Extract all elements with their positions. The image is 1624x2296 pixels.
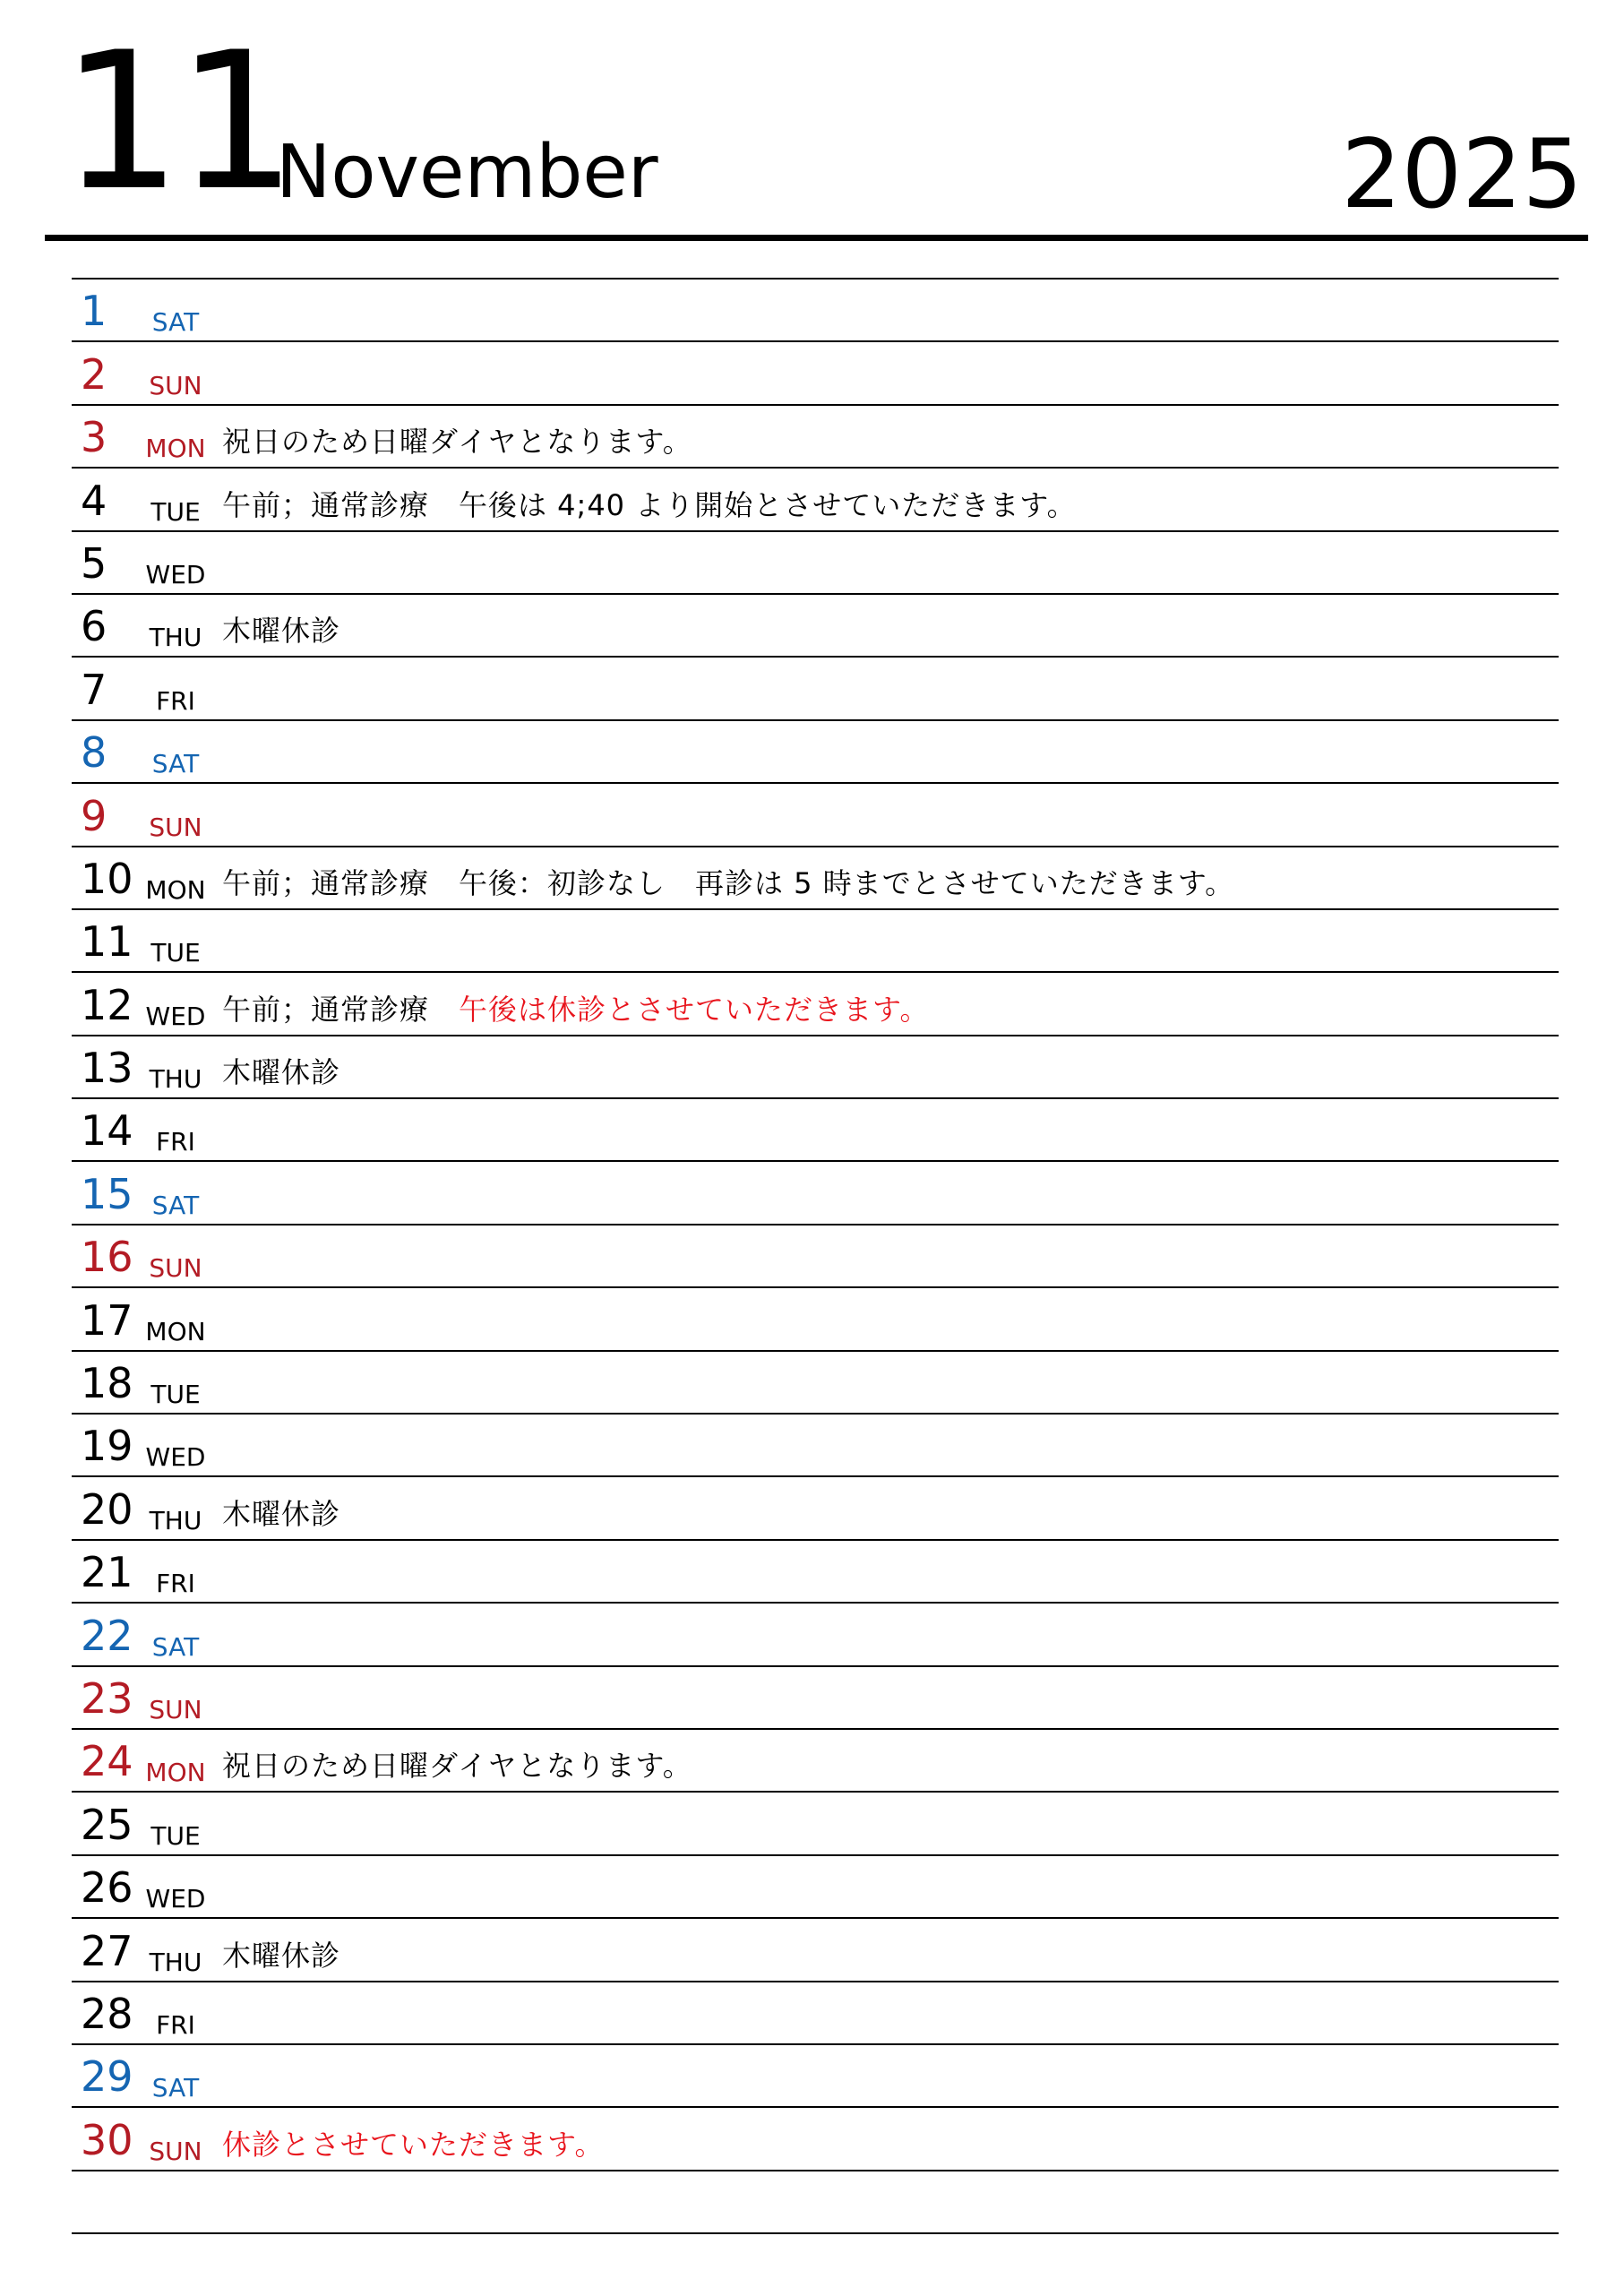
day-note: [222, 1939, 340, 1972]
day-note: [222, 615, 340, 647]
month-number: 11: [61, 11, 292, 232]
calendar-header: [0, 0, 1624, 251]
day-number: 1: [81, 287, 107, 336]
year: 2025: [1341, 119, 1583, 229]
day-note: [222, 993, 929, 1026]
day-row: [72, 847, 1559, 910]
day-number: 22: [81, 1611, 133, 1660]
day-of-week: MON: [145, 874, 206, 905]
day-number: 20: [81, 1484, 133, 1534]
day-row: [72, 469, 1559, 531]
day-row: [72, 1099, 1559, 1162]
day-number: 28: [81, 1989, 133, 2038]
day-of-week: WED: [145, 1442, 206, 1473]
day-of-week: WED: [145, 1001, 206, 1031]
day-of-week: SUN: [149, 1694, 202, 1724]
day-of-week: THU: [149, 623, 202, 653]
blank-row: [72, 2171, 1559, 2234]
day-number: 21: [81, 1548, 133, 1597]
day-number: 2: [81, 349, 107, 399]
day-of-week: FRI: [156, 1127, 195, 1157]
day-note: [222, 1750, 692, 1782]
day-row: [72, 784, 1559, 847]
note-text-closed: 休診とさせていただきます。: [222, 2127, 605, 2162]
day-of-week: TUE: [150, 496, 201, 527]
day-number: 14: [81, 1106, 133, 1156]
day-number: 25: [81, 1800, 133, 1849]
day-row: [72, 1982, 1559, 2045]
note-text: 祝日のため日曜ダイヤとなります。: [222, 1749, 692, 1784]
day-of-week: FRI: [156, 1569, 195, 1599]
day-row: [72, 1352, 1559, 1415]
day-number: 16: [81, 1233, 133, 1282]
day-row: [72, 1225, 1559, 1288]
day-number: 9: [81, 791, 107, 840]
day-of-week: FRI: [156, 2009, 195, 2040]
note-text: 午前；通常診療: [222, 992, 460, 1027]
day-of-week: MON: [145, 434, 206, 464]
day-note: [222, 489, 1077, 521]
note-text: 祝日のため日曜ダイヤとなります。: [222, 425, 692, 460]
day-row: [72, 1730, 1559, 1793]
day-of-week: THU: [149, 1505, 202, 1535]
day-of-week: TUE: [150, 1380, 201, 1410]
day-of-week: SAT: [151, 749, 200, 779]
day-row: [72, 658, 1559, 720]
day-row: [72, 279, 1559, 342]
header-divider: [45, 235, 1588, 241]
day-of-week: FRI: [156, 685, 195, 716]
note-text: 木曜休診: [222, 1055, 341, 1090]
day-number: 5: [81, 538, 107, 588]
note-text: 午前；通常診療 午後は 4;40 より開始とさせていただきます。: [222, 487, 1077, 522]
day-of-week: SUN: [149, 1253, 202, 1284]
day-of-week: SUN: [149, 2136, 202, 2166]
day-number: 3: [81, 413, 107, 462]
day-number: 8: [81, 728, 107, 778]
day-row: [72, 1415, 1559, 1477]
day-number: 11: [81, 917, 133, 967]
day-list: [72, 278, 1559, 2234]
day-row: [72, 910, 1559, 973]
day-number: 4: [81, 476, 107, 525]
day-of-week: THU: [149, 1947, 202, 1977]
note-text: 午前；通常診療 午後：初診なし 再診は 5 時までとさせていただきます。: [222, 865, 1235, 900]
day-row: [72, 1604, 1559, 1666]
day-number: 24: [81, 1737, 133, 1786]
day-of-week: TUE: [150, 1820, 201, 1851]
note-text: 木曜休診: [222, 1938, 341, 1973]
day-number: 27: [81, 1926, 133, 1975]
day-row: [72, 406, 1559, 469]
day-row: [72, 2045, 1559, 2108]
day-number: 6: [81, 602, 107, 651]
day-number: 15: [81, 1169, 133, 1218]
day-row: [72, 595, 1559, 658]
note-text: 木曜休診: [222, 1496, 341, 1531]
day-row: [72, 973, 1559, 1036]
day-number: 19: [81, 1422, 133, 1471]
day-note: [222, 867, 1234, 899]
day-number: 10: [81, 854, 133, 903]
day-number: 12: [81, 980, 133, 1029]
day-number: 29: [81, 2052, 133, 2102]
day-note: [222, 426, 692, 458]
day-of-week: SAT: [151, 307, 200, 338]
day-note: [222, 1056, 340, 1088]
day-of-week: WED: [145, 1884, 206, 1914]
day-number: 26: [81, 1863, 133, 1913]
day-of-week: SAT: [151, 2073, 200, 2103]
day-row: [72, 1162, 1559, 1225]
day-number: 17: [81, 1295, 133, 1345]
note-text-closed: 午後は休診とさせていただきます。: [459, 992, 930, 1027]
day-row: [72, 2108, 1559, 2171]
day-note: [222, 2128, 604, 2161]
day-note: [222, 1498, 340, 1530]
day-row: [72, 1477, 1559, 1540]
day-row: [72, 1919, 1559, 1982]
day-number: 7: [81, 665, 107, 714]
day-of-week: SAT: [151, 1631, 200, 1662]
day-number: 23: [81, 1673, 133, 1723]
day-row: [72, 532, 1559, 595]
note-text: 木曜休診: [222, 614, 341, 649]
day-number: 30: [81, 2115, 133, 2164]
day-of-week: MON: [145, 1758, 206, 1788]
day-row: [72, 342, 1559, 405]
day-row: [72, 721, 1559, 784]
day-of-week: THU: [149, 1064, 202, 1095]
day-number: 13: [81, 1044, 133, 1093]
day-of-week: SAT: [151, 1190, 200, 1220]
day-row: [72, 1036, 1559, 1099]
day-row: [72, 1541, 1559, 1604]
day-number: 18: [81, 1359, 133, 1408]
day-of-week: WED: [145, 559, 206, 589]
day-row: [72, 1288, 1559, 1351]
day-row: [72, 1667, 1559, 1730]
day-of-week: MON: [145, 1316, 206, 1346]
day-of-week: SUN: [149, 812, 202, 842]
month-name: November: [276, 130, 658, 215]
day-of-week: TUE: [150, 938, 201, 968]
day-row: [72, 1793, 1559, 1855]
day-of-week: SUN: [149, 370, 202, 400]
day-row: [72, 1856, 1559, 1919]
